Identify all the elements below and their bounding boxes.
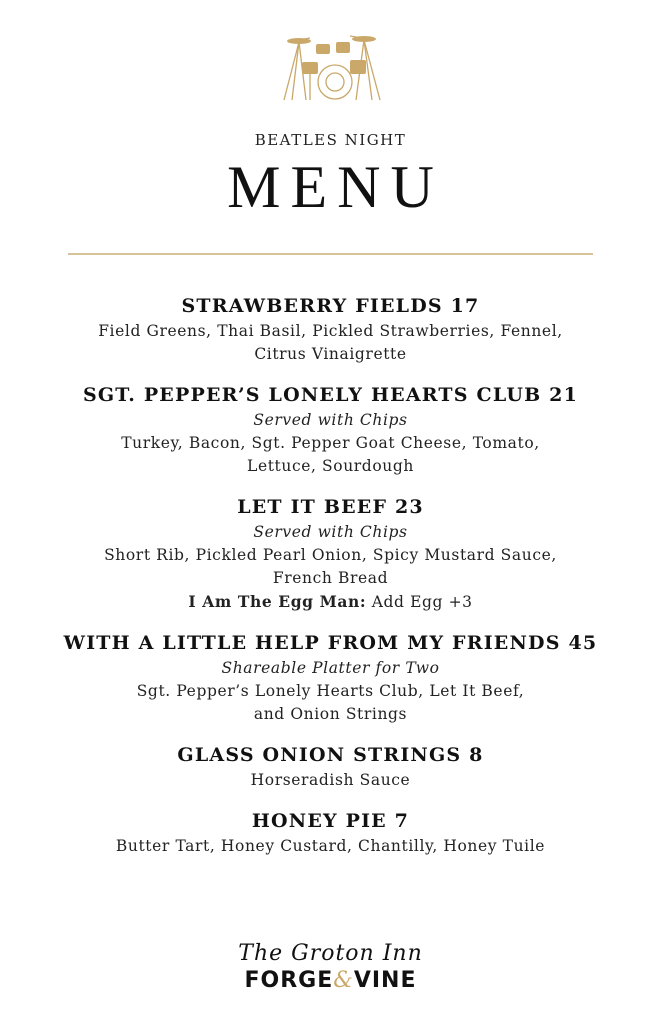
- divider: [68, 253, 593, 255]
- menu-item-description: Butter Tart, Honey Custard, Chantilly, Honey Tuile: [115, 837, 546, 855]
- logo-brand-amp: &: [333, 968, 354, 993]
- menu-item-note: Shareable Platter for Two: [221, 659, 440, 677]
- restaurant-logo: [0, 940, 661, 994]
- menu-item-name: GLASS ONION STRINGS 8: [177, 744, 484, 766]
- menu-item-note: Served with Chips: [253, 411, 408, 429]
- drum-kit-icon: [280, 30, 382, 102]
- logo-brand-right: VINE: [353, 968, 417, 993]
- menu-item-description: Short Rib, Pickled Pearl Onion, Spicy Mustard Sauce,: [104, 546, 557, 564]
- menu-item: [0, 807, 661, 858]
- menu-item: [0, 741, 661, 792]
- menu-item-name: LET IT BEEF 23: [237, 496, 424, 518]
- menu-subtitle: BEATLES NIGHT: [254, 131, 407, 149]
- menu-item-description: Lettuce, Sourdough: [247, 457, 414, 475]
- menu-item-addon: [0, 590, 661, 614]
- menu-list: [0, 292, 661, 873]
- menu-item: [0, 292, 661, 366]
- addon-label: I Am The Egg Man:: [188, 592, 367, 611]
- menu-item-description: Citrus Vinaigrette: [254, 345, 407, 363]
- logo-brand: [0, 968, 661, 994]
- logo-brand-left: FORGE: [244, 968, 334, 993]
- menu-item-description: and Onion Strings: [253, 705, 408, 723]
- menu-item: [0, 629, 661, 726]
- menu-item-description: Turkey, Bacon, Sgt. Pepper Goat Cheese, Tomato,: [121, 434, 540, 452]
- menu-item-note: Served with Chips: [253, 523, 408, 541]
- page-title: MENU: [227, 154, 444, 220]
- menu-item: [0, 493, 661, 614]
- menu-item-name: HONEY PIE 7: [251, 810, 410, 832]
- menu-item-description: Horseradish Sauce: [250, 771, 411, 789]
- menu-item-name: SGT. PEPPER’S LONELY HEARTS CLUB 21: [82, 384, 579, 406]
- addon-text: Add Egg +3: [366, 593, 473, 611]
- menu-item-description: Sgt. Pepper’s Lonely Hearts Club, Let It Beef,: [136, 682, 525, 700]
- menu-item-description: French Bread: [272, 569, 389, 587]
- menu-item: [0, 381, 661, 478]
- menu-item-description: Field Greens, Thai Basil, Pickled Strawberries, Fennel,: [98, 322, 563, 340]
- menu-item-name: WITH A LITTLE HELP FROM MY FRIENDS 45: [63, 632, 598, 654]
- logo-script: The Groton Inn: [238, 941, 423, 966]
- menu-item-name: STRAWBERRY FIELDS 17: [181, 295, 480, 317]
